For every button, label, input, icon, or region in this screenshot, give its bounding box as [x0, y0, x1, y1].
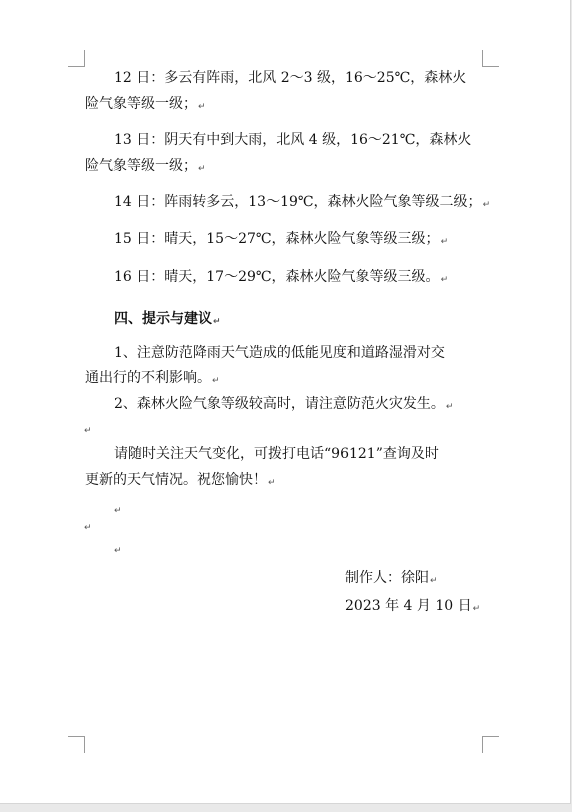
margin-corner-bottom-right [482, 736, 499, 753]
forecast-13-line-1[interactable]: 13 日：阴天有中到大雨，北风 4 级，16～21℃，森林火 [114, 132, 472, 148]
paragraph-mark-icon: ↵ [114, 546, 122, 556]
section-heading[interactable]: 四、提示与建议↵ [114, 311, 221, 327]
forecast-12-line-1[interactable]: 12 日：多云有阵雨，北风 2～3 级，16～25℃，森林火 [114, 70, 467, 86]
paragraph-mark-icon: ↵ [440, 275, 449, 285]
signature-date[interactable]: 2023 年 4 月 10 日↵ [345, 598, 481, 614]
paragraph-mark-icon: ↵ [440, 237, 449, 247]
tip-1-line-2[interactable]: 通出行的不利影响。↵ [85, 370, 220, 386]
paragraph-mark-icon: ↵ [212, 376, 220, 386]
paragraph-mark-icon: ↵ [472, 604, 481, 614]
margin-corner-bottom-left [68, 736, 85, 753]
tip-2[interactable]: 2、森林火险气象等级较高时，请注意防范火灾发生。↵ [114, 396, 454, 412]
margin-corner-top-right [482, 50, 499, 67]
paragraph-mark-icon: ↵ [430, 576, 438, 586]
signature-author[interactable]: 制作人：徐阳↵ [345, 570, 438, 586]
notice-line-1[interactable]: 请随时关注天气变化，可拨打电话“96121”查询及时 [114, 446, 439, 462]
forecast-13-line-2[interactable]: 险气象等级一级；↵ [85, 158, 206, 174]
paragraph-mark-icon: ↵ [268, 478, 276, 488]
paragraph-mark-icon: ↵ [482, 200, 491, 210]
paragraph-mark-icon: ↵ [198, 164, 206, 174]
paragraph-mark-icon: ↵ [114, 506, 122, 516]
paragraph-mark-icon: ↵ [445, 402, 454, 412]
forecast-16[interactable]: 16 日：晴天，17～29℃，森林火险气象等级三级。↵ [114, 269, 449, 285]
margin-corner-top-left [68, 50, 85, 67]
forecast-12-line-2[interactable]: 险气象等级一级；↵ [85, 96, 206, 112]
paragraph-mark-icon: ↵ [84, 426, 92, 436]
paragraph-mark-icon: ↵ [198, 102, 206, 112]
tip-1-line-1[interactable]: 1、注意防范降雨天气造成的低能见度和道路湿滑对交 [114, 345, 445, 361]
notice-line-2[interactable]: 更新的天气情况。祝您愉快！↵ [85, 472, 276, 488]
paragraph-mark-icon: ↵ [213, 317, 221, 327]
paragraph-mark-icon: ↵ [84, 523, 92, 533]
forecast-15[interactable]: 15 日：晴天，15～27℃，森林火险气象等级三级；↵ [114, 231, 449, 247]
forecast-14[interactable]: 14 日：阵雨转多云，13～19℃，森林火险气象等级二级；↵ [114, 194, 491, 210]
